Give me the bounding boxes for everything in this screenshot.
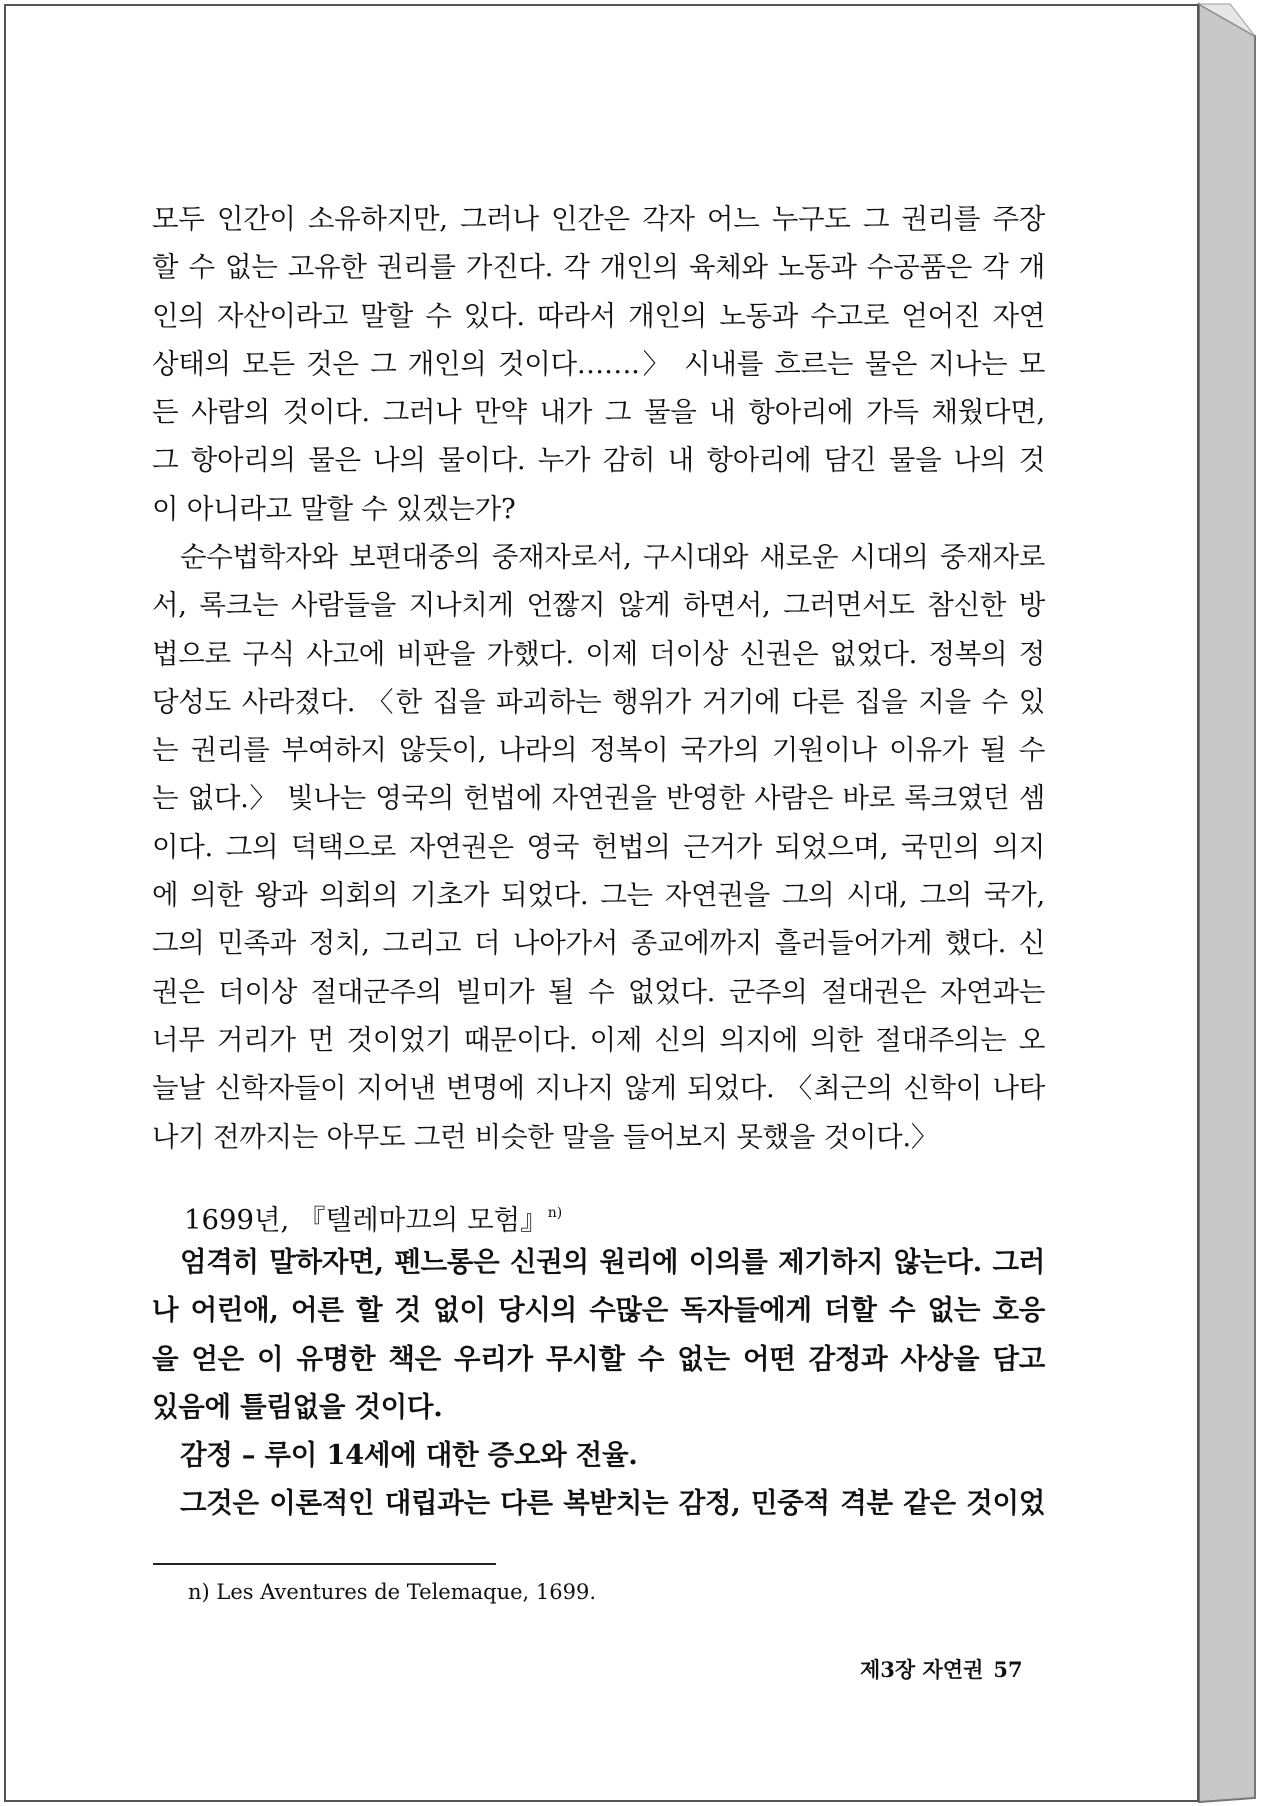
- text-line: 는 권리를 부여하지 않듯이, 나라의 정복이 국가의 기원이나 이유가 될 수: [152, 734, 1045, 767]
- text-line: 이 아니라고 말할 수 있겠는가?: [152, 492, 516, 525]
- section-heading-title: 1699년, 『텔레마끄의 모험』: [184, 1204, 548, 1237]
- page-number: 57: [993, 1657, 1023, 1682]
- paragraph-1: [152, 195, 1045, 533]
- text-line: 그것은 이론적인 대립과는 다른 복받치는 감정, 민중적 격분 같은 것이었: [180, 1487, 1045, 1519]
- text-line: 너무 거리가 먼 것이었기 때문이다. 이제 신의 의지에 의한 절대주의는 오: [152, 1023, 1045, 1056]
- text-line: 을 얻은 이 유명한 책은 우리가 무시할 수 없는 어떤 감정과 사상을 담고: [152, 1342, 1045, 1375]
- text-line: 상태의 모든 것은 그 개인의 것이다…….〉 시내를 흐르는 물은 지나는 모: [152, 347, 1045, 380]
- page-footer: [860, 1654, 1033, 1684]
- text-line: 당성도 사라졌다. 〈한 집을 파괴하는 행위가 거기에 다른 집을 지을 수 있: [152, 685, 1045, 718]
- text-line: 인의 자산이라고 말할 수 있다. 따라서 개인의 노동과 수고로 얻어진 자연: [152, 299, 1045, 332]
- footnote-ref: n): [547, 1205, 563, 1221]
- text-line: 서, 록크는 사람들을 지나치게 언짢지 않게 하면서, 그러면서도 참신한 방: [152, 589, 1045, 622]
- text-line: 그의 민족과 정치, 그리고 더 나아가서 종교에까지 흘러들어가게 했다. 신: [152, 927, 1045, 960]
- text-line: 에 의한 왕과 의회의 기초가 되었다. 그는 자연권을 그의 시대, 그의 국가,: [152, 879, 1045, 912]
- text-line: 엄격히 말하자면, 펜느롱은 신권의 원리에 이의를 제기하지 않는다. 그러: [180, 1246, 1045, 1278]
- text-line: 는 없다.〉 빛나는 영국의 헌법에 자연권을 반영한 사람은 바로 록크였던 셈: [152, 782, 1045, 815]
- text-line: 그 항아리의 물은 나의 물이다. 누가 감히 내 항아리에 담긴 물을 나의 것: [152, 444, 1045, 477]
- text-line: 감정 – 루이 14세에 대한 증오와 전율.: [180, 1439, 638, 1471]
- text-line: 이다. 그의 덕택으로 자연권은 영국 헌법의 근거가 되었으며, 국민의 의지: [152, 830, 1045, 863]
- section-heading: [152, 1190, 1045, 1240]
- text-line: 있음에 틀림없을 것이다.: [152, 1390, 443, 1423]
- paragraph-4: [152, 1431, 1045, 1479]
- text-line: 법으로 구식 사고에 비판을 가했다. 이제 더이상 신권은 없었다. 정복의 정: [152, 637, 1045, 670]
- paragraph-2: [152, 533, 1045, 1161]
- paragraph-5: [152, 1479, 1045, 1527]
- footnote: n) Les Aventures de Telemaque, 1699.: [188, 1580, 597, 1604]
- text-line: 권은 더이상 절대군주의 빌미가 될 수 없었다. 군주의 절대권은 자연과는: [152, 975, 1045, 1008]
- chapter-title: 제3장 자연권: [860, 1657, 984, 1682]
- text-line: 나기 전까지는 아무도 그런 비슷한 말을 들어보지 못했을 것이다.〉: [152, 1120, 939, 1153]
- text-line: 순수법학자와 보편대중의 중재자로서, 구시대와 새로운 시대의 중재자로: [180, 541, 1045, 573]
- footnote-rule: [153, 1563, 496, 1565]
- text-line: 나 어린애, 어른 할 것 없이 당시의 수많은 독자들에게 더할 수 없는 호응: [152, 1294, 1045, 1327]
- text-line: 할 수 없는 고유한 권리를 가진다. 각 개인의 육체와 노동과 수공품은 각 개: [152, 251, 1045, 284]
- text-line: 모두 인간이 소유하지만, 그러나 인간은 각자 어느 누구도 그 권리를 주장: [152, 203, 1045, 235]
- text-line: 늘날 신학자들이 지어낸 변명에 지나지 않게 되었다. 〈최근의 신학이 나타: [152, 1072, 1045, 1105]
- text-line: 든 사람의 것이다. 그러나 만약 내가 그 물을 내 항아리에 가득 채웠다면,: [152, 396, 1045, 429]
- paragraph-3: [152, 1238, 1045, 1431]
